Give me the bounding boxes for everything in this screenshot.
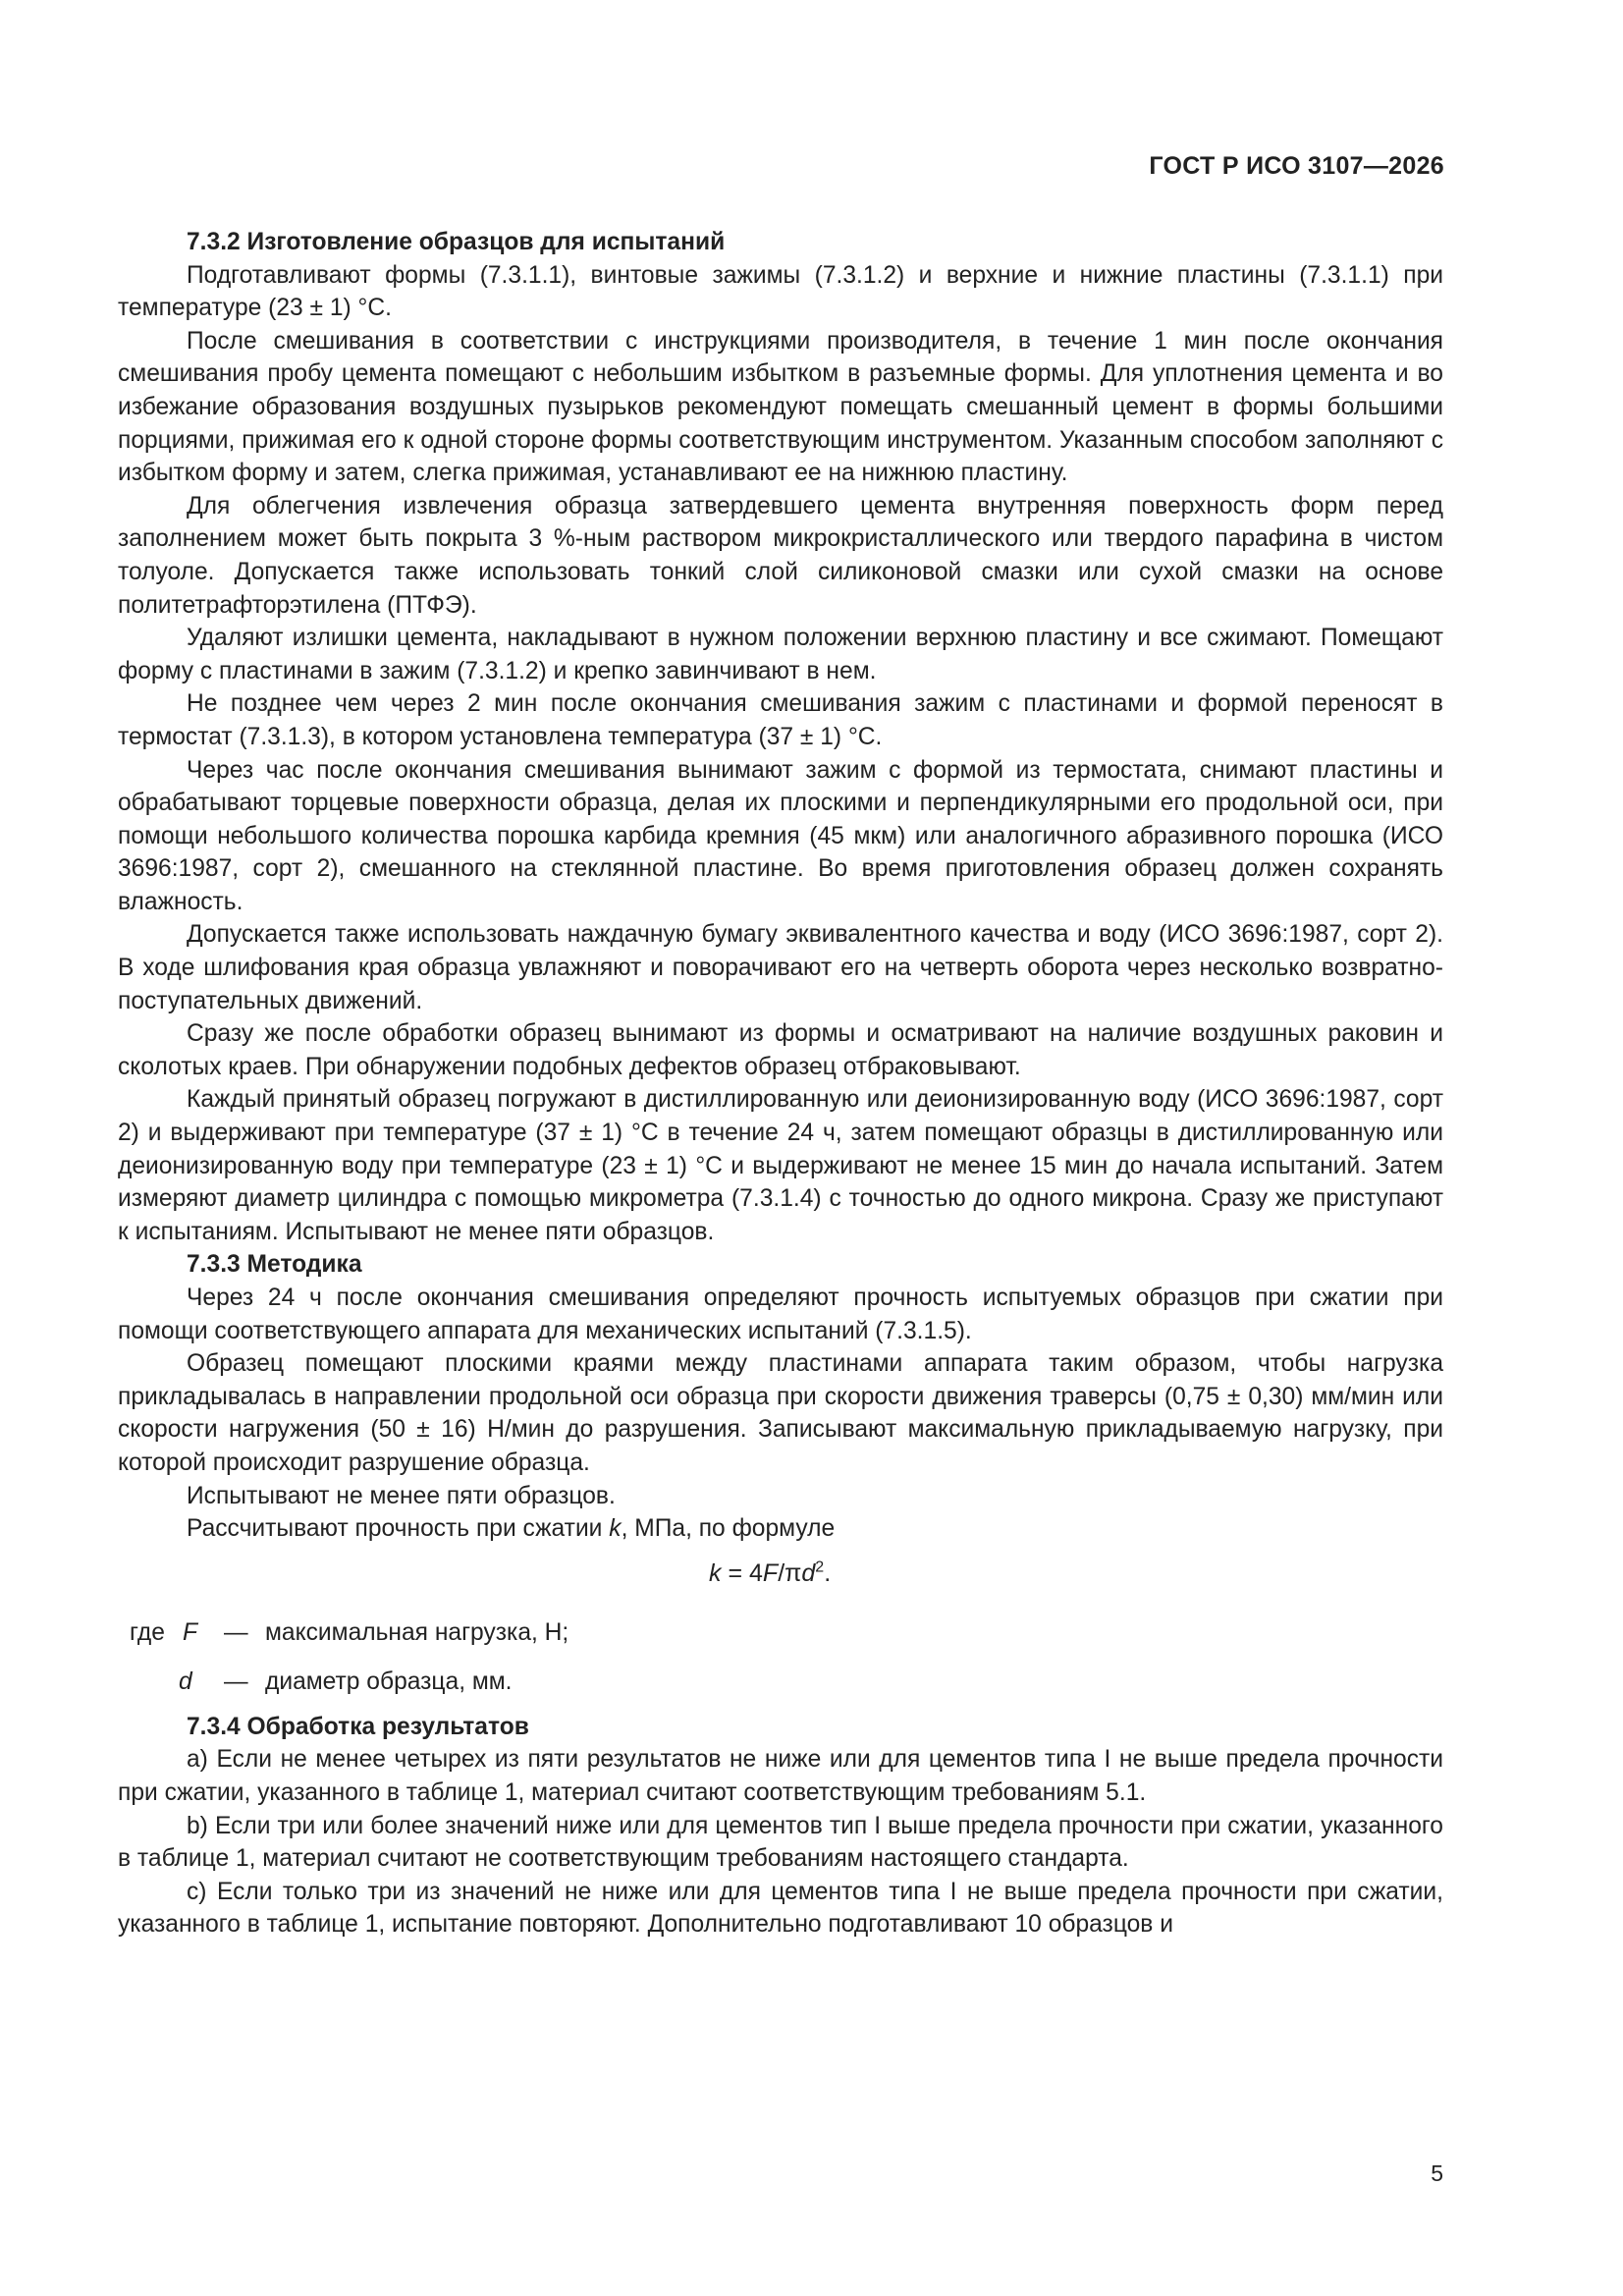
where-description: диаметр образца, мм. [265,1667,513,1695]
page-number: 5 [1431,2160,1443,2186]
formula-div: /π [778,1558,802,1587]
where-label: где [130,1618,165,1646]
where-item [118,1609,1443,1658]
where-item [118,1658,1443,1707]
paragraph: Через 24 ч после окончания смешивания определяют прочность испытуемых образцов при сжатии при помощи соответствующего аппарата для механических испытаний (7.3.1.5). [118,1285,1443,1344]
where-dash: — [224,1667,248,1695]
formula-k: k [709,1558,722,1587]
paragraph: Образец помещают плоскими краями между пластинами аппарата таким образом, чтобы нагрузка прикладывалась в направлении продольной оси образца при скорости движения траверсы (0,75 ± 0,30) мм/мин или скорости нагружения (50 ± 16) Н/мин до разрушения. Записывают максимальную прикладываемую нагрузку, при которой происходит разрушение образца. [118,1350,1443,1476]
where-description: максимальная нагрузка, Н; [265,1618,569,1646]
formula-exponent: 2 [815,1558,825,1576]
list-item: а) Если не менее четырех из пяти результатов не ниже или для цементов типа I не выше предела прочности при сжатии, указанного в таблице 1, материал считают соответствующим требованиям 5.1. [118,1746,1443,1806]
formula-eq: = 4 [721,1558,763,1587]
paragraph: Испытывают не менее пяти образцов. [187,1482,616,1509]
formula-F: F [762,1558,779,1587]
section-heading-7-3-3: 7.3.3 Методика [187,1251,362,1279]
page-body [118,226,1443,1941]
paragraph: Каждый принятый образец погружают в дистиллированную или деионизированную воду (ИСО 3696:1987, сорт 2) и выдерживают при температуре (37 ± 1) °С в течение 24 ч, затем помещают образцы в дистиллированную или деионизированную воду при температуре (23 ± 1) °С и выдерживают не менее 15 мин до начала испытаний. Затем измеряют диаметр цилиндра с помощью микрометра (7.3.1.4) с точностью до одного микрона. Сразу же приступают к испытаниям. Испытывают не менее пяти образцов. [118,1086,1443,1245]
paragraph: Не позднее чем через 2 мин после окончания смешивания зажим с пластинами и формой переносят в термостат (7.3.1.3), в котором установлена температура (37 ± 1) °С. [118,690,1443,750]
paragraph: Подготавливают формы (7.3.1.1), винтовые зажимы (7.3.1.2) и верхние и нижние пластины (7.3.1.1) при температуре (23 ± 1) °С. [118,261,1443,322]
formula-intro-variable: k [609,1515,622,1543]
paragraph: После смешивания в соответствии с инструкциями производителя, в течение 1 мин после окончания смешивания пробу цемента помещают с небольшим избытком в разъемные формы. Для уплотнения цемента и во избежание образования воздушных пузырьков рекомендуют помещать смешанный цемент в формы большими порциями, прижимая его к одной стороне формы соответствующим инструментом. Указанным способом заполняют с избытком форму и затем, слегка прижимая, устанавливают ее на нижнюю пластину. [118,327,1443,487]
formula [118,1552,1443,1595]
paragraph: Допускается также использовать наждачную бумагу эквивалентного качества и воду (ИСО 3696:1987, сорт 2). В ходе шлифования края образца увлажняют и поворачивают его на четверть оборота через несколько возвратно-поступательных движений. [118,921,1443,1014]
section-heading-7-3-4: 7.3.4 Обработка результатов [187,1713,529,1740]
formula-intro-text: Рассчитывают прочность при сжатии [187,1515,610,1543]
where-symbol: F [183,1618,198,1646]
formula-d: d [801,1558,816,1587]
list-item: b) Если три или более значений ниже или для цементов тип I выше предела прочности при сжатии, указанного в таблице 1, материал считают не соответствующим требованиям настоящего стандарта. [118,1812,1443,1873]
formula-intro [118,1512,1443,1546]
paragraph: Удаляют излишки цемента, накладывают в нужном положении верхнюю пластину и все сжимают. Помещают форму с пластинами в зажим (7.3.1.2) и крепко завинчивают в нем. [118,625,1443,684]
where-dash: — [224,1618,248,1646]
section-heading-7-3-2: 7.3.2 Изготовление образцов для испытаний [187,229,726,255]
list-item: с) Если только три из значений не ниже или для цементов типа I не выше предела прочности при сжатии, указанного в таблице 1, испытание повторяют. Дополнительно подготавливают 10 образцов и [118,1878,1443,1939]
paragraph: Для облегчения извлечения образца затвердевшего цемента внутренняя поверхность форм перед заполнением может быть покрыта 3 %-ным раствором микрокристаллического или твердого парафина в чистом толуоле. Допускается также использовать тонкий слой силиконовой смазки или сухой смазки на основе политетрафторэтилена (ПТФЭ). [118,492,1443,619]
formula-intro-tail: , МПа, по формуле [621,1515,836,1543]
where-symbol: d [179,1667,192,1695]
paragraph: Через час после окончания смешивания вынимают зажим с формой из термостата, снимают пластины и обрабатывают торцевые поверхности образца, делая их плоскими и перпендикулярными его продольной оси, при помощи небольшого количества порошка карбида кремния (45 мкм) или аналогичного абразивного порошка (ИСО 3696:1987, сорт 2), смешанного на стеклянной пластине. Во время приготовления образец должен сохранять влажность. [118,756,1443,915]
document-code: ГОСТ Р ИСО 3107—2026 [1149,152,1444,180]
formula-end: . [824,1558,832,1587]
paragraph: Сразу же после обработки образец вынимают из формы и осматривают на наличие воздушных раковин и сколотых краев. При обнаружении подобных дефектов образец отбраковывают. [118,1020,1443,1080]
